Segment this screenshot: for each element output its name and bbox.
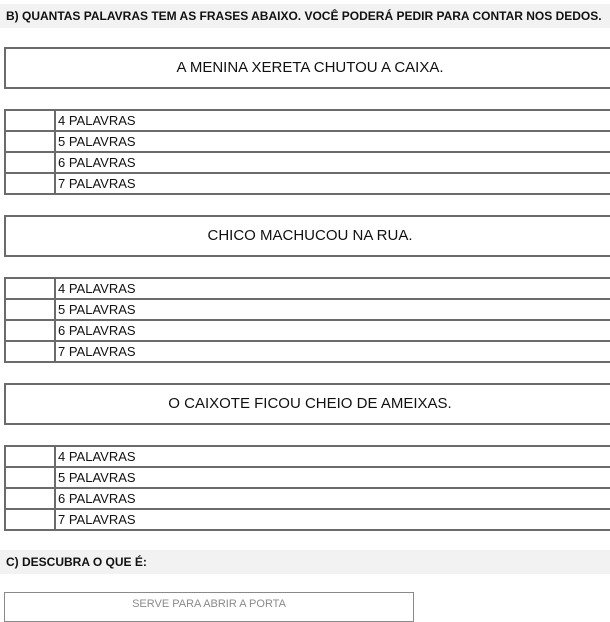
option-label: 4 PALAVRAS: [55, 110, 610, 131]
answer-checkbox-cell[interactable]: [5, 509, 55, 530]
options-table-1: [4, 109, 610, 195]
answer-checkbox-cell[interactable]: [5, 299, 55, 320]
answer-checkbox-cell[interactable]: [5, 341, 55, 362]
sentence-box-3: O CAIXOTE FICOU CHEIO DE AMEIXAS.: [4, 383, 610, 425]
option-row: [5, 299, 610, 320]
option-label: 6 PALAVRAS: [55, 152, 610, 173]
answer-checkbox-cell[interactable]: [5, 173, 55, 194]
section-c-heading: C) DESCUBRA O QUE É:: [0, 550, 610, 574]
option-label: 4 PALAVRAS: [55, 446, 610, 467]
answer-checkbox-cell[interactable]: [5, 131, 55, 152]
answer-checkbox-cell[interactable]: [5, 320, 55, 341]
option-row: [5, 320, 610, 341]
option-label: 7 PALAVRAS: [55, 173, 610, 194]
option-row: [5, 131, 610, 152]
answer-checkbox-cell[interactable]: [5, 467, 55, 488]
answer-checkbox-cell[interactable]: [5, 488, 55, 509]
answer-checkbox-cell[interactable]: [5, 110, 55, 131]
option-label: 6 PALAVRAS: [55, 320, 610, 341]
sentence-box-2: CHICO MACHUCOU NA RUA.: [4, 215, 610, 257]
option-label: 7 PALAVRAS: [55, 341, 610, 362]
option-row: [5, 341, 610, 362]
options-table-3: [4, 445, 610, 531]
option-row: [5, 152, 610, 173]
answer-checkbox-cell[interactable]: [5, 278, 55, 299]
sentence-box-1: A MENINA XERETA CHUTOU A CAIXA.: [4, 47, 610, 89]
option-row: [5, 173, 610, 194]
option-row: [5, 488, 610, 509]
option-label: 6 PALAVRAS: [55, 488, 610, 509]
option-row: [5, 110, 610, 131]
riddle-box: SERVE PARA ABRIR A PORTA: [4, 592, 414, 622]
answer-checkbox-cell[interactable]: [5, 446, 55, 467]
option-row: [5, 446, 610, 467]
option-label: 4 PALAVRAS: [55, 278, 610, 299]
option-label: 5 PALAVRAS: [55, 131, 610, 152]
option-label: 5 PALAVRAS: [55, 299, 610, 320]
options-table-2: [4, 277, 610, 363]
answer-checkbox-cell[interactable]: [5, 152, 55, 173]
section-b-heading: B) QUANTAS PALAVRAS TEM AS FRASES ABAIXO. VOCÊ PODERÁ PEDIR PARA CONTAR NOS DEDOS.: [0, 4, 610, 28]
option-row: [5, 467, 610, 488]
option-row: [5, 278, 610, 299]
option-label: 5 PALAVRAS: [55, 467, 610, 488]
option-row: [5, 509, 610, 530]
option-label: 7 PALAVRAS: [55, 509, 610, 530]
